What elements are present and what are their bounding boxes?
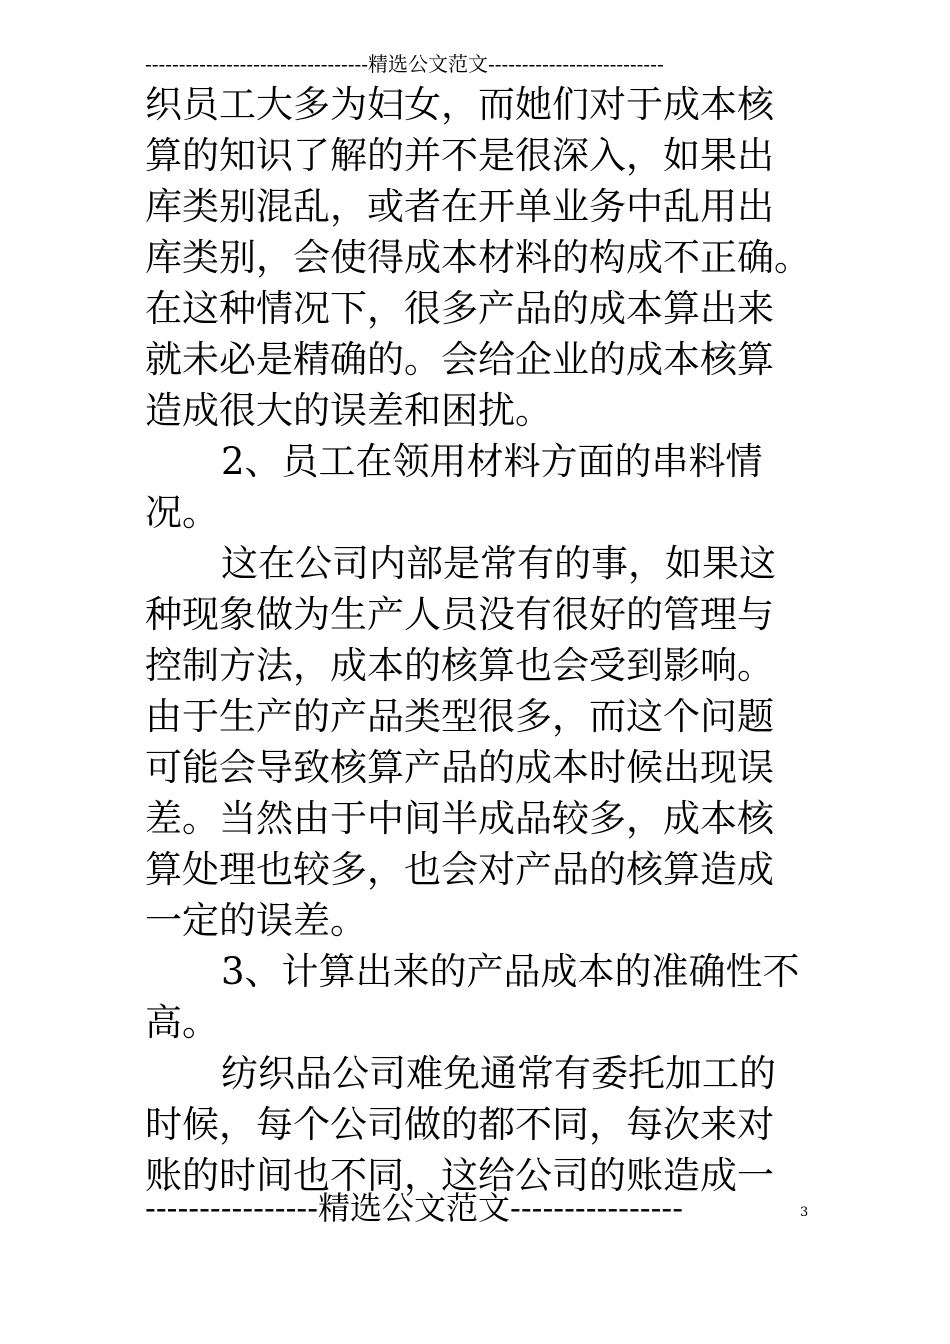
text-line: 可能会导致核算产品的成本时候出现误 xyxy=(145,746,774,789)
text-line: 库类别，会使得成本材料的构成不正确。 xyxy=(145,236,811,279)
text-line: 时候，每个公司做的都不同，每次来对 xyxy=(145,1103,774,1146)
body-text xyxy=(145,79,825,1201)
text-line: 算处理也较多，也会对产品的核算造成 xyxy=(145,848,774,891)
text-line: 况。 xyxy=(145,491,219,534)
text-line: 由于生产的产品类型很多，而这个问题 xyxy=(145,695,774,738)
text-line: 这在公司内部是常有的事，如果这 xyxy=(221,542,776,585)
text-line: 在这种情况下，很多产品的成本算出来 xyxy=(145,287,774,330)
text-line: 2、员工在领用材料方面的串料情 xyxy=(221,440,763,483)
text-line: 纺织品公司难免通常有委托加工的 xyxy=(221,1052,776,1095)
page-number: 3 xyxy=(800,1205,809,1220)
text-line: 账的时间也不同，这给公司的账造成一 xyxy=(145,1154,774,1197)
text-line: 算的知识了解的并不是很深入，如果出 xyxy=(145,134,774,177)
page-footer: ----------------精选公文范文---------------- xyxy=(145,1189,684,1227)
text-line: 3、计算出来的产品成本的准确性不 xyxy=(221,950,800,993)
page-header: ---------------------------------精选公文范文-------------------------- xyxy=(145,52,664,76)
text-line: 库类别混乱，或者在开单业务中乱用出 xyxy=(145,185,774,228)
text-line: 差。当然由于中间半成品较多，成本核 xyxy=(145,797,774,840)
text-line: 高。 xyxy=(145,1001,219,1044)
text-line: 就未必是精确的。会给企业的成本核算 xyxy=(145,338,774,381)
text-line: 织员工大多为妇女，而她们对于成本核 xyxy=(145,83,774,126)
text-line: 控制方法，成本的核算也会受到影响。 xyxy=(145,644,774,687)
text-line: 造成很大的误差和困扰。 xyxy=(145,389,552,432)
text-line: 一定的误差。 xyxy=(145,899,367,942)
text-line: 种现象做为生产人员没有很好的管理与 xyxy=(145,593,774,636)
